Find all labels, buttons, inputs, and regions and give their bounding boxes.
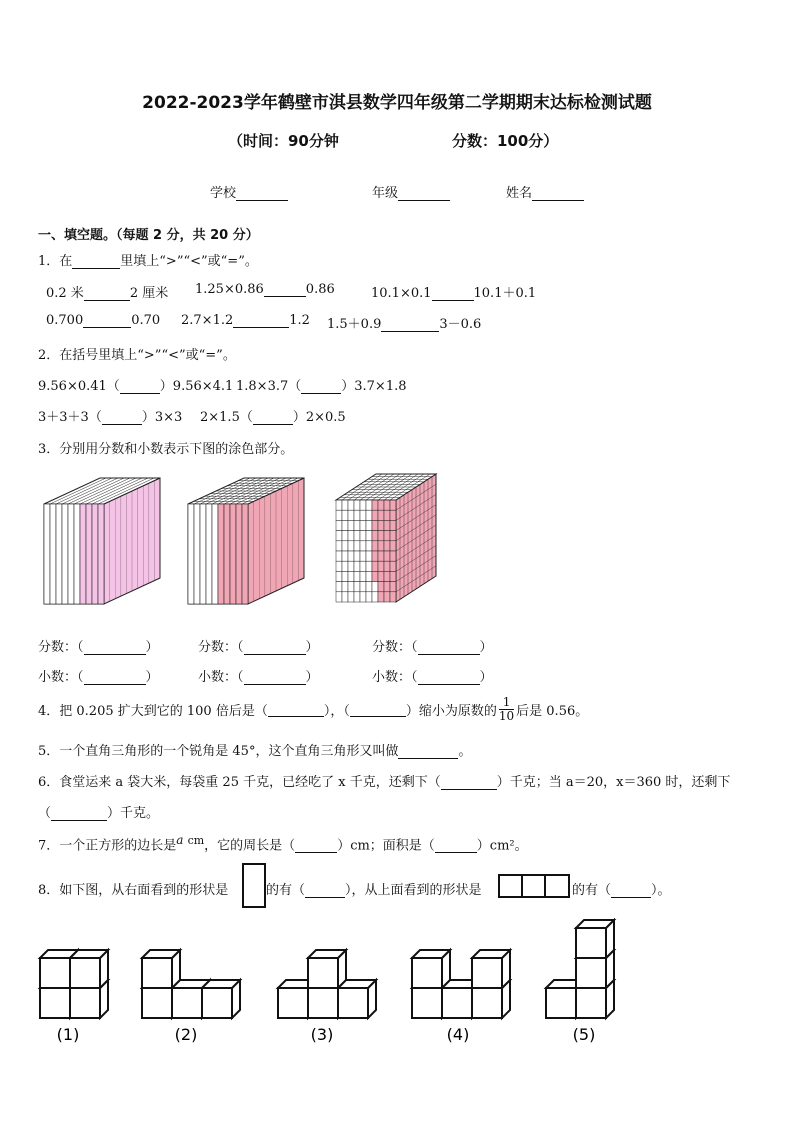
- top-view-divider: [521, 874, 523, 898]
- strip-block-figure: [40, 472, 164, 608]
- question-1-stem: 1．在 里填上“>”“<”或“=”。: [38, 254, 258, 269]
- q3-decimal-2: 小数：（ ）: [198, 670, 319, 685]
- question-8-part-b: 的有（ ），从上面看到的形状是: [266, 883, 482, 898]
- exam-score: 分数：100分）: [452, 132, 559, 150]
- question-5: 5．一个直角三角形的一个锐角是 45°，这个直角三角形又叫做 。: [38, 744, 472, 759]
- q1-row-2c: 1.5＋0.9 3－0.6: [327, 317, 482, 332]
- answer-blank[interactable]: [305, 883, 345, 898]
- question-8-part-c: 的有（ ）。: [572, 883, 671, 898]
- answer-blank[interactable]: [244, 670, 306, 685]
- answer-blank[interactable]: [102, 410, 142, 425]
- question-8-part-a: 8．如下图，从右面看到的形状是: [38, 883, 229, 898]
- q3-fraction-3: 分数：（ ）: [372, 640, 493, 655]
- q2-row-1b: 1.8×3.7（ ）3.7×1.8: [236, 379, 407, 394]
- question-6-cont: （ ）千克。: [38, 806, 160, 821]
- q1-row-1b: 1.25×0.86 0.86: [195, 282, 335, 297]
- question-7: 7．一个正方形的边长是a $^{cm}$，它的周长是（ ）cm；面积是（ ）cm²。: [38, 833, 528, 854]
- answer-blank[interactable]: [611, 883, 651, 898]
- answer-blank[interactable]: [435, 838, 477, 853]
- answer-blank[interactable]: [398, 744, 458, 759]
- fraction-one-tenth: $\frac{1}{10}$: [498, 695, 515, 723]
- answer-blank[interactable]: [51, 806, 107, 821]
- grade-field[interactable]: 年级: [372, 182, 450, 201]
- figure-label: (2): [174, 1025, 198, 1044]
- q3-fraction-1: 分数：（ ）: [38, 640, 159, 655]
- answer-blank[interactable]: [264, 282, 306, 297]
- q2-row-2: 3＋3＋3（ ）3×3: [38, 410, 183, 425]
- answer-blank[interactable]: [84, 670, 146, 685]
- top-view-divider: [544, 874, 546, 898]
- q1-row-2: 0.700 0.70: [46, 313, 161, 328]
- question-6: 6．食堂运来 a 袋大米，每袋重 25 千克，已经吃了 x 千克，还剩下（ ）千克；当 a＝20，x＝360 时，还剩下: [38, 775, 731, 790]
- answer-blank[interactable]: [381, 317, 439, 332]
- answer-blank[interactable]: [432, 286, 474, 301]
- q2-row-2b: 2×1.5（ ）2×0.5: [200, 410, 346, 425]
- q1-row-1: 0.2 米 2 厘米: [46, 286, 169, 301]
- school-field[interactable]: 学校: [210, 182, 288, 201]
- q3-decimal-3: 小数：（ ）: [372, 670, 493, 685]
- answer-blank[interactable]: [120, 379, 160, 394]
- figure-label: (4): [446, 1025, 470, 1044]
- section-heading: 一、填空题。（每题 2 分，共 20 分）: [38, 228, 259, 243]
- figure-label: (3): [310, 1025, 334, 1044]
- answer-blank[interactable]: [233, 313, 289, 328]
- answer-blank[interactable]: [418, 640, 480, 655]
- strip-grid-block-figure: [184, 472, 308, 608]
- top-view-shape: [498, 874, 570, 898]
- cube-figures: [30, 910, 630, 1050]
- page-title: 2022-2023学年鹤壁市淇县数学四年级第二学期期末达标检测试题: [142, 93, 652, 113]
- q3-decimal-1: 小数：（ ）: [38, 670, 159, 685]
- question-2-stem: 2．在括号里填上“>”“<”或“=”。: [38, 348, 236, 363]
- answer-blank[interactable]: [350, 702, 406, 717]
- exam-time: （时间：90分钟: [228, 132, 339, 150]
- answer-blank[interactable]: [418, 670, 480, 685]
- q3-fraction-2: 分数：（ ）: [198, 640, 319, 655]
- right-view-shape-lower: [242, 885, 266, 908]
- name-field[interactable]: 姓名: [506, 182, 584, 201]
- answer-blank[interactable]: [253, 410, 293, 425]
- right-view-shape: [242, 863, 266, 887]
- answer-blank[interactable]: [83, 313, 131, 328]
- answer-blank[interactable]: [268, 702, 324, 717]
- q2-row-1: 9.56×0.41（ ）9.56×4.1: [38, 379, 234, 394]
- question-4: 4．把 0.205 扩大到它的 100 倍后是（ ），（ ）缩小为原数的 $\frac{1}{10}$ 后是 0.56。: [38, 695, 589, 723]
- answer-blank[interactable]: [84, 286, 130, 301]
- figure-label: (5): [572, 1025, 596, 1044]
- q1-row-2b: 2.7×1.2 1.2: [181, 313, 310, 328]
- question-3-stem: 3．分别用分数和小数表示下图的涂色部分。: [38, 442, 294, 457]
- answer-blank[interactable]: [301, 379, 341, 394]
- answer-blank[interactable]: [84, 640, 146, 655]
- grid-cube-figure: [332, 468, 442, 608]
- answer-blank[interactable]: [295, 838, 337, 853]
- answer-blank[interactable]: [244, 640, 306, 655]
- figure-label: (1): [56, 1025, 80, 1044]
- answer-blank[interactable]: [441, 775, 497, 790]
- q1-row-1c: 10.1×0.1 10.1＋0.1: [371, 286, 537, 301]
